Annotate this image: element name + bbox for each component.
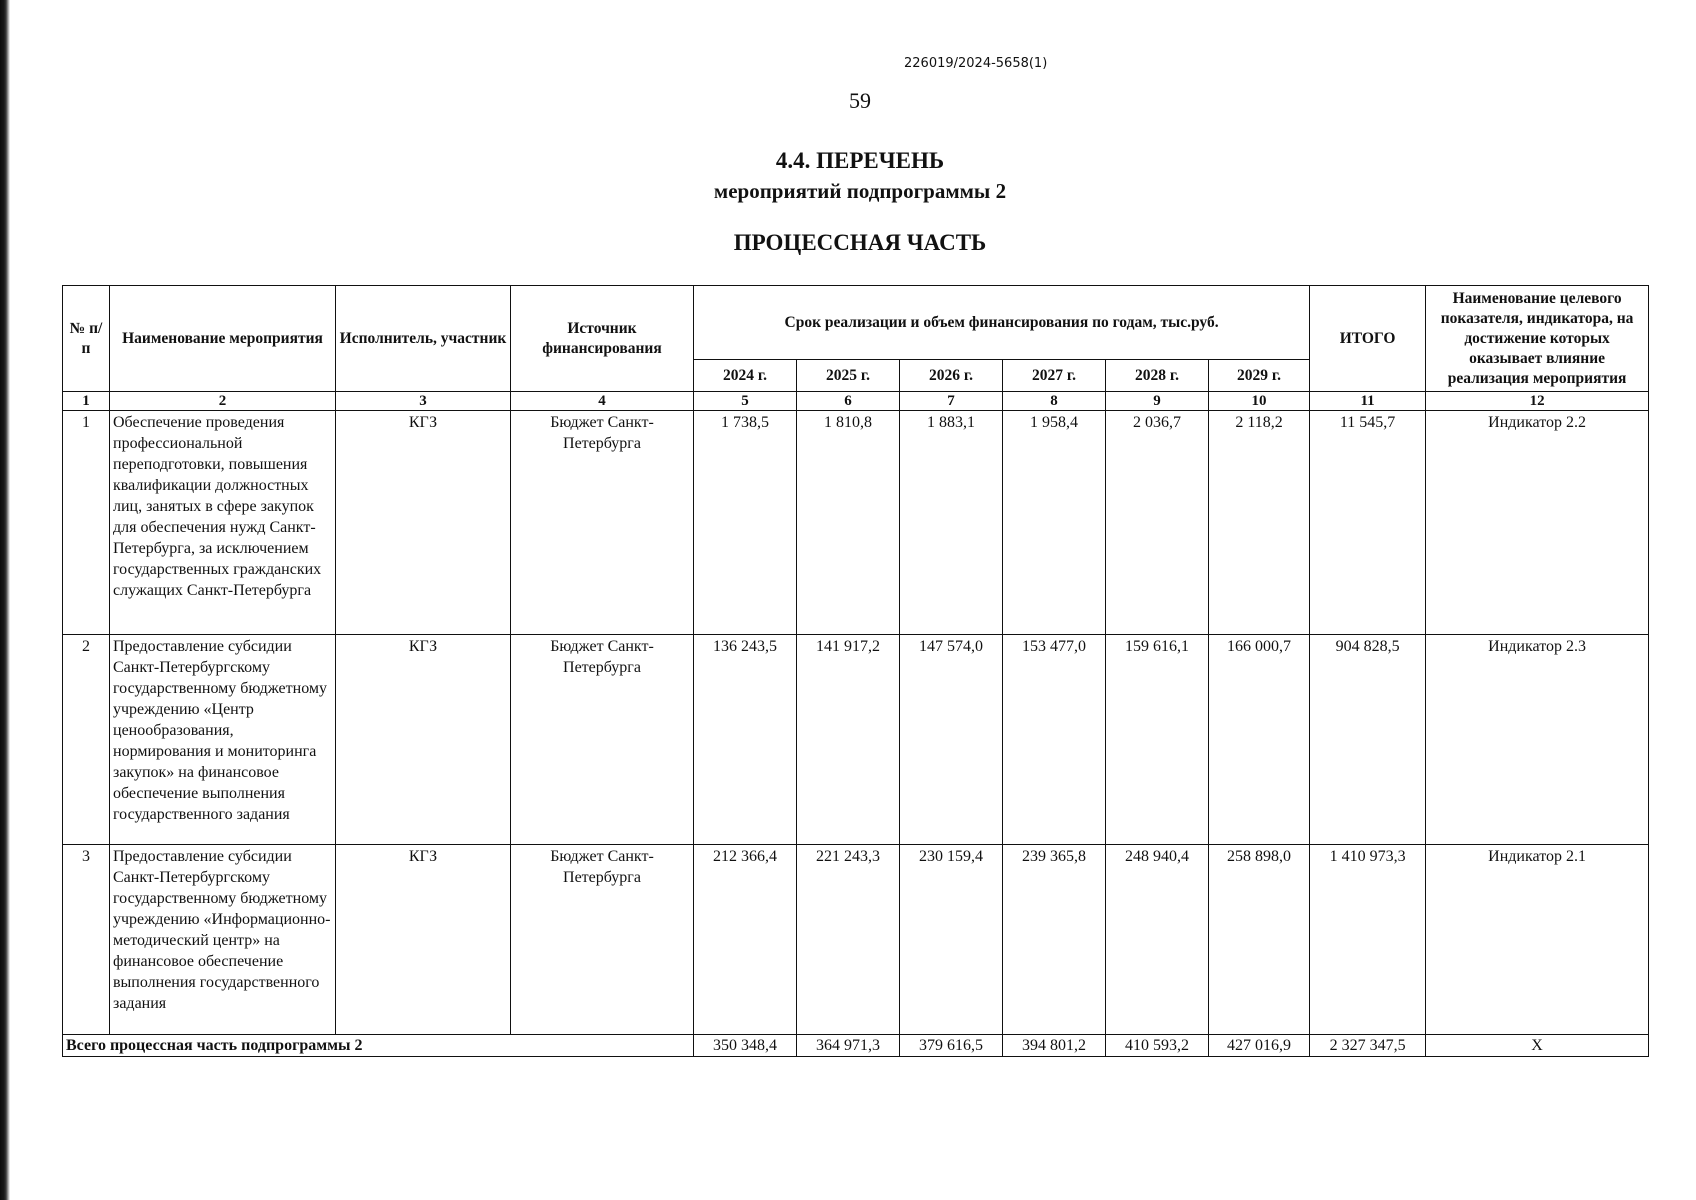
table-row (63, 635, 1649, 845)
total-value-2025: 364 971,3 (797, 1035, 900, 1057)
events-table (62, 285, 1649, 1057)
total-value-2029: 427 016,9 (1209, 1035, 1310, 1057)
total-value-2028: 410 593,2 (1106, 1035, 1209, 1057)
row-value-2026: 147 574,0 (900, 635, 1003, 845)
total-value-2027: 394 801,2 (1003, 1035, 1106, 1057)
column-number: 11 (1310, 392, 1426, 411)
row-value-2026: 230 159,4 (900, 845, 1003, 1035)
title-line-1: 4.4. ПЕРЕЧЕНЬ (775, 148, 945, 173)
total-value-2024: 350 348,4 (694, 1035, 797, 1057)
header-year: 2024 г. (694, 360, 797, 392)
row-num: 2 (63, 635, 110, 845)
row-executor: КГЗ (336, 635, 511, 845)
row-indicator: Индикатор 2.1 (1426, 845, 1649, 1035)
row-value-2028: 159 616,1 (1106, 635, 1209, 845)
document-id: 226019/2024-5658(1) (904, 56, 1048, 71)
column-number: 9 (1106, 392, 1209, 411)
row-name: Обеспечение проведения профессиональной переподготовки, повышения квалификации должностных лиц, занятых в сфере закупок для обеспечения нужд Санкт-Петербурга, за исключением государственных гражданских служащих Санкт-Петербурга (110, 411, 336, 635)
header-year: 2027 г. (1003, 360, 1106, 392)
section-title: ПРОЦЕССНАЯ ЧАСТЬ (733, 230, 987, 255)
row-value-2025: 141 917,2 (797, 635, 900, 845)
header-year: 2025 г. (797, 360, 900, 392)
row-name: Предоставление субсидии Санкт-Петербургскому государственному бюджетному учреждению «Информационно-методический центр» на финансовое обеспечение выполнения государственного задания (110, 845, 336, 1035)
column-numbers-row (63, 392, 1649, 411)
row-source: Бюджет Санкт-Петербурга (511, 411, 694, 635)
page-number: 59 (849, 88, 871, 113)
row-value-2027: 239 365,8 (1003, 845, 1106, 1035)
column-number: 10 (1209, 392, 1310, 411)
row-executor: КГЗ (336, 411, 511, 635)
column-number: 1 (63, 392, 110, 411)
row-value-2024: 136 243,5 (694, 635, 797, 845)
row-value-2028: 2 036,7 (1106, 411, 1209, 635)
header-num: № п/п (63, 286, 110, 392)
row-value-2027: 1 958,4 (1003, 411, 1106, 635)
header-year: 2029 г. (1209, 360, 1310, 392)
row-value-2024: 212 366,4 (694, 845, 797, 1035)
row-value-2024: 1 738,5 (694, 411, 797, 635)
row-value-2025: 221 243,3 (797, 845, 900, 1035)
row-source: Бюджет Санкт-Петербурга (511, 635, 694, 845)
row-value-2029: 258 898,0 (1209, 845, 1310, 1035)
column-number: 4 (511, 392, 694, 411)
total-value-2026: 379 616,5 (900, 1035, 1003, 1057)
header-year: 2028 г. (1106, 360, 1209, 392)
row-source: Бюджет Санкт-Петербурга (511, 845, 694, 1035)
table-row (63, 845, 1649, 1035)
column-number: 7 (900, 392, 1003, 411)
row-value-2029: 166 000,7 (1209, 635, 1310, 845)
header-name: Наименование мероприятия (110, 286, 336, 392)
total-grand-total: 2 327 347,5 (1310, 1035, 1426, 1057)
column-number: 8 (1003, 392, 1106, 411)
total-row (63, 1035, 1649, 1057)
total-indicator: X (1426, 1035, 1649, 1057)
column-number: 2 (110, 392, 336, 411)
header-year: 2026 г. (900, 360, 1003, 392)
column-number: 5 (694, 392, 797, 411)
row-value-2026: 1 883,1 (900, 411, 1003, 635)
column-number: 3 (336, 392, 511, 411)
row-indicator: Индикатор 2.2 (1426, 411, 1649, 635)
row-indicator: Индикатор 2.3 (1426, 635, 1649, 845)
row-value-2029: 2 118,2 (1209, 411, 1310, 635)
column-number: 12 (1426, 392, 1649, 411)
row-value-2028: 248 940,4 (1106, 845, 1209, 1035)
row-total: 904 828,5 (1310, 635, 1426, 845)
row-name: Предоставление субсидии Санкт-Петербургскому государственному бюджетному учреждению «Центр ценообразования, нормирования и мониторинга закупок» на финансовое обеспечение выполнения государственного задания (110, 635, 336, 845)
row-value-2025: 1 810,8 (797, 411, 900, 635)
header-period: Срок реализации и объем финансирования по годам, тыс.руб. (694, 286, 1310, 360)
header-total: ИТОГО (1310, 286, 1426, 392)
header-indicator: Наименование целевого показателя, индикатора, на достижение которых оказывает влияние реализация мероприятия (1426, 286, 1649, 392)
header-executor: Исполнитель, участник (336, 286, 511, 392)
row-total: 11 545,7 (1310, 411, 1426, 635)
table-row (63, 411, 1649, 635)
row-total: 1 410 973,3 (1310, 845, 1426, 1035)
row-executor: КГЗ (336, 845, 511, 1035)
document-title (0, 146, 1696, 206)
row-num: 1 (63, 411, 110, 635)
title-line-2: мероприятий подпрограммы 2 (713, 179, 1007, 203)
column-number: 6 (797, 392, 900, 411)
total-label: Всего процессная часть подпрограммы 2 (63, 1035, 694, 1057)
row-num: 3 (63, 845, 110, 1035)
header-source: Источник финансирования (511, 286, 694, 392)
row-value-2027: 153 477,0 (1003, 635, 1106, 845)
